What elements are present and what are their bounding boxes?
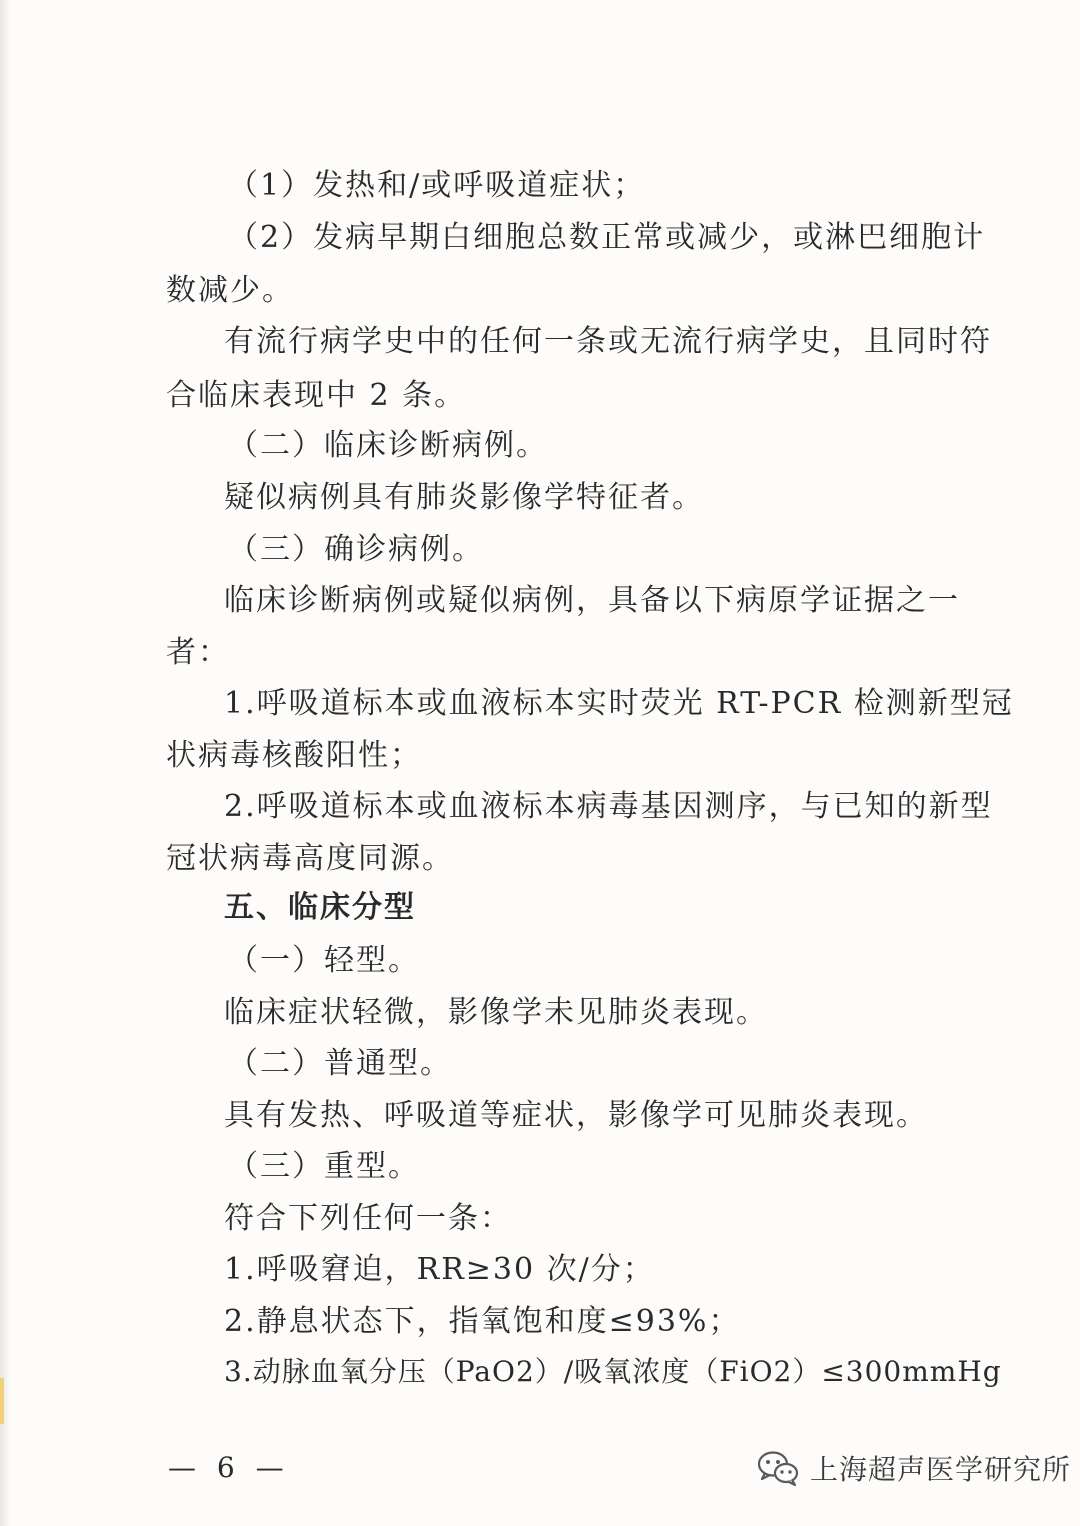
text-line: 者： xyxy=(166,635,230,670)
text-line: 2.静息状态下，指氧饱和度≤93%； xyxy=(224,1304,741,1339)
text-line: （2）发病早期白细胞总数正常或减少，或淋巴细胞计 xyxy=(228,220,986,255)
wechat-icon xyxy=(756,1448,800,1488)
text-line: 临床诊断病例或疑似病例，具备以下病原学证据之一 xyxy=(224,583,960,618)
text-line: 3.动脉血氧分压（PaO2）/吸氧浓度（FiO2）≤300mmHg xyxy=(224,1355,1002,1388)
text-line: 数减少。 xyxy=(166,273,294,308)
text-line: 符合下列任何一条： xyxy=(224,1201,512,1236)
section-heading: 五、临床分型 xyxy=(224,890,416,925)
text-line: （1）发热和/或呼吸道症状； xyxy=(228,168,646,203)
page-number: — 6 — xyxy=(168,1451,290,1484)
text-line: （一）轻型。 xyxy=(228,943,420,978)
text-line: 临床症状轻微，影像学未见肺炎表现。 xyxy=(224,995,768,1030)
page-edge-mark xyxy=(0,1378,4,1424)
page-edge-shadow xyxy=(0,0,10,1526)
text-line: 疑似病例具有肺炎影像学特征者。 xyxy=(224,480,704,515)
text-line: 1.呼吸道标本或血液标本实时荧光 RT-PCR 检测新型冠 xyxy=(224,686,1014,721)
text-line: 1.呼吸窘迫，RR≥30 次/分； xyxy=(224,1252,655,1287)
watermark xyxy=(756,1446,1071,1490)
text-line: （三）重型。 xyxy=(228,1149,420,1184)
text-line: （二）临床诊断病例。 xyxy=(228,428,548,463)
text-line: 合临床表现中 2 条。 xyxy=(166,378,467,413)
text-line: （二）普通型。 xyxy=(228,1046,452,1081)
text-line: 具有发热、呼吸道等症状，影像学可见肺炎表现。 xyxy=(224,1098,928,1133)
text-line: 状病毒核酸阳性； xyxy=(166,738,422,773)
text-line: 冠状病毒高度同源。 xyxy=(166,841,454,876)
watermark-text: 上海超声医学研究所 xyxy=(810,1453,1072,1486)
text-line: 有流行病学史中的任何一条或无流行病学史，且同时符 xyxy=(224,324,992,359)
text-line: 2.呼吸道标本或血液标本病毒基因测序，与已知的新型 xyxy=(224,789,993,824)
text-line: （三）确诊病例。 xyxy=(228,532,484,567)
